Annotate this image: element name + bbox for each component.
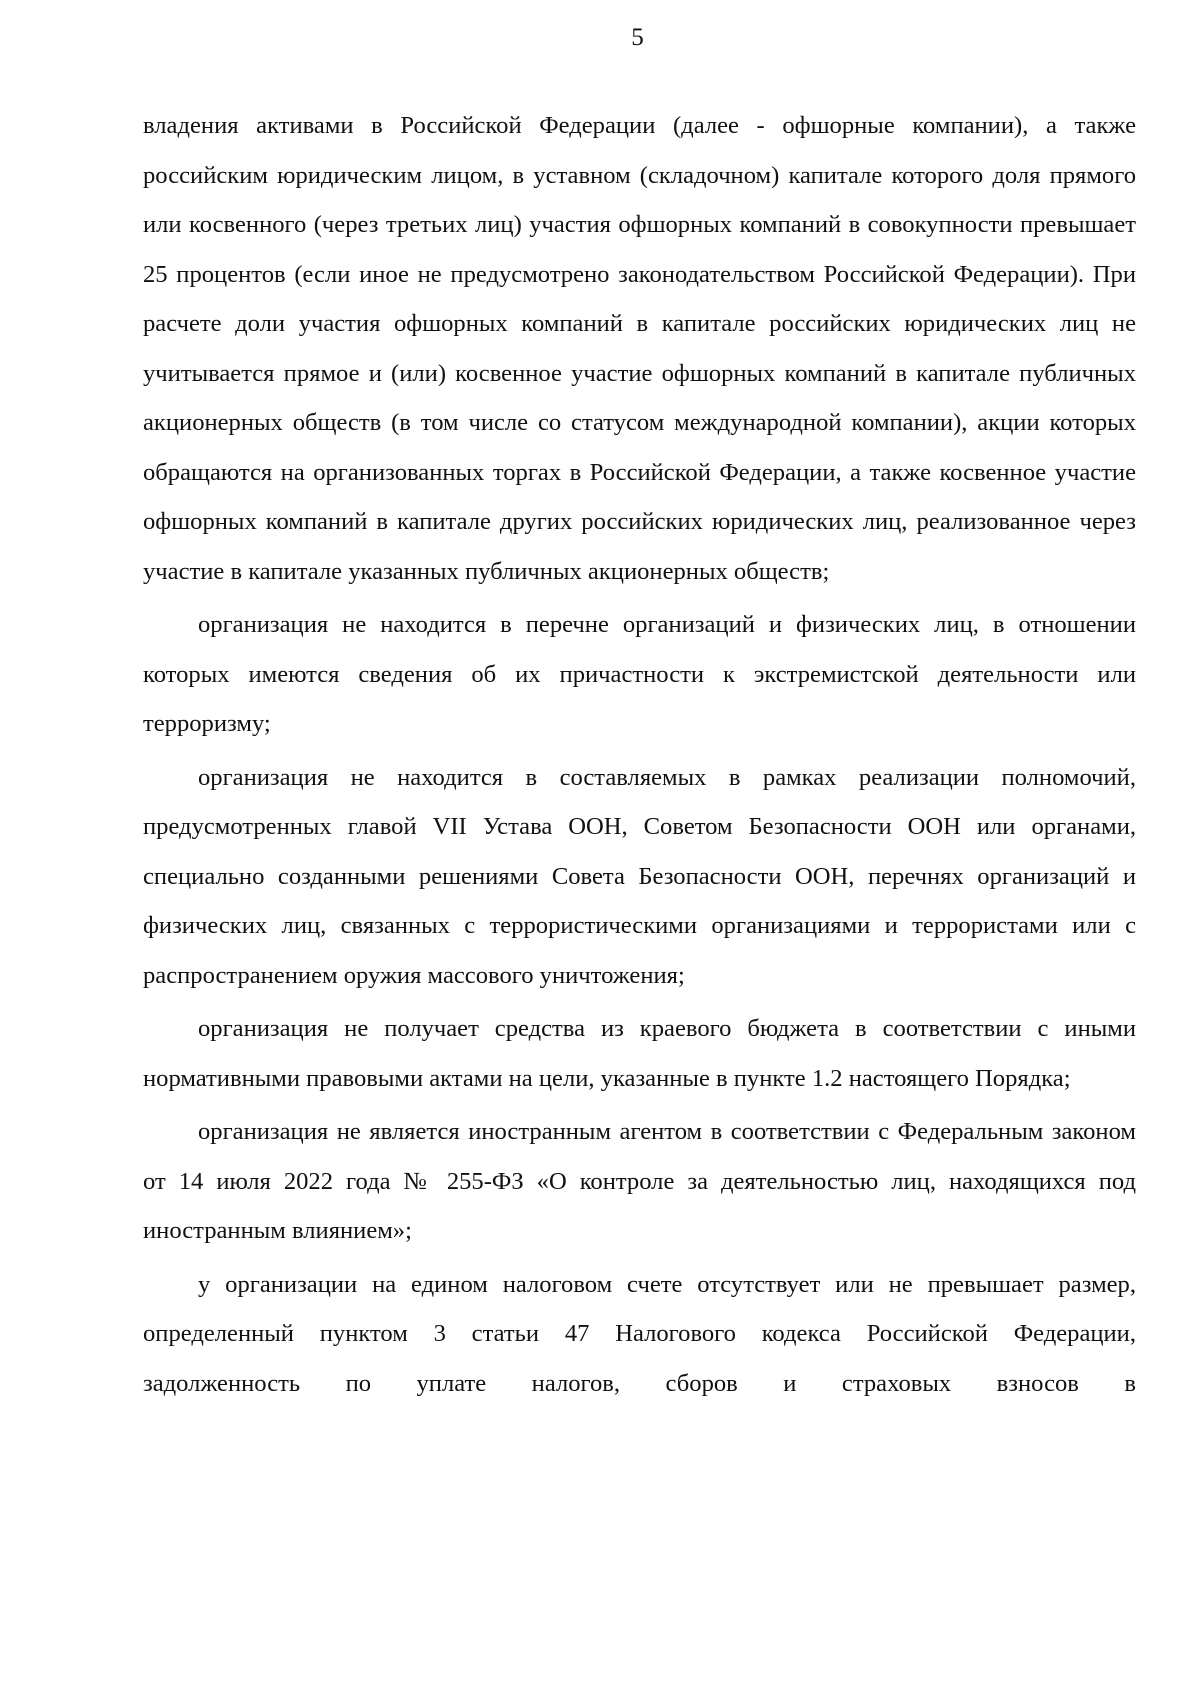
paragraph-offshore-companies: владения активами в Российской Федерации (далее - офшорные компании), а также российским юридическим лицом, в уставном (складочном) капитале которого доля прямого или косвенного (через третьих лиц) участия офшорных компаний в совокупности превышает 25 процентов (если иное не предусмотрено законодательством Российской Федерации). При расчете доли участия офшорных компаний в капитале российских юридических лиц не учитывается прямое и (или) косвенное участие офшорных компаний в капитале публичных акционерных обществ (в том числе со статусом международной компании), акции которых обращаются на организованных торгах в Российской Федерации, а также косвенное участие офшорных компаний в капитале других российских юридических лиц, реализованное через участие в капитале указанных публичных акционерных обществ; xyxy=(143,112,1136,585)
paragraph-extremism-list: организация не находится в перечне организаций и физических лиц, в отношении которых имеются сведения об их причастности к экстремистской деятельности или терроризму; xyxy=(143,611,1136,737)
document-body xyxy=(143,101,1136,1412)
paragraph-un-sanctions-list: организация не находится в составляемых в рамках реализации полномочий, предусмотренных главой VII Устава ООН, Советом Безопасности ООН или органами, специально созданными решениями Совета Безопасности ООН, перечнях организаций и физических лиц, связанных с террористическими организациями и террористами или с распространением оружия массового уничтожения; xyxy=(143,763,1136,989)
page-number: 5 xyxy=(631,24,644,51)
paragraph-foreign-agent: организация не является иностранным агентом в соответствии с Федеральным законом от 14 июля 2022 года № 255-ФЗ «О контроле за деятельностью лиц, находящихся под иностранным влиянием»; xyxy=(143,1118,1136,1244)
paragraph-regional-budget: организация не получает средства из краевого бюджета в соответствии с иными нормативными правовыми актами на цели, указанные в пункте 1.2 настоящего Порядка; xyxy=(143,1015,1136,1092)
paragraph-tax-debt: у организации на едином налоговом счете отсутствует или не превышает размер, определенный пунктом 3 статьи 47 Налогового кодекса Российской Федерации, задолженность по уплате налогов, сборов и страховых взносов в xyxy=(143,1270,1136,1397)
